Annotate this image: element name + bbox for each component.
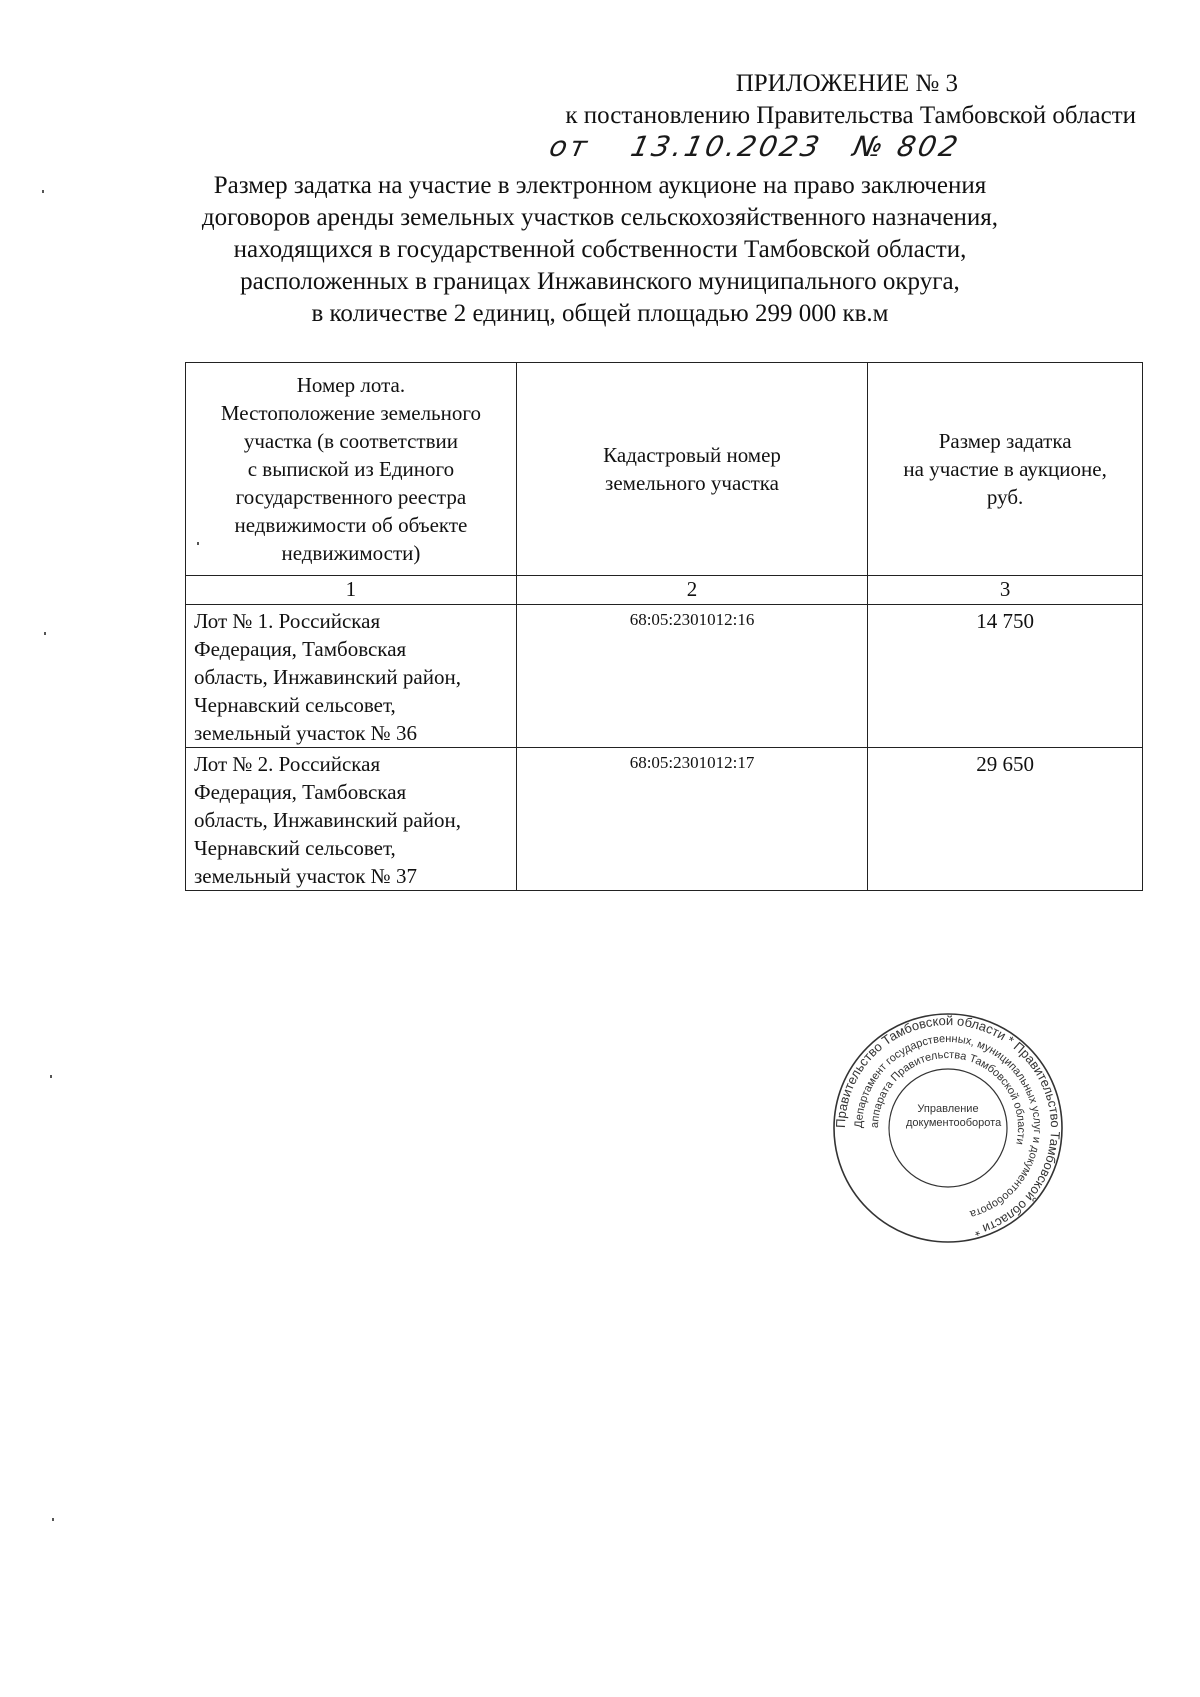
deposit-amount: 14 750 (868, 605, 1143, 748)
seal-middle-text: Департамент государственных, муниципальных услуг и документооборота (852, 1032, 1044, 1220)
lot-description (186, 605, 517, 748)
header-line: земельного участка (605, 471, 779, 495)
table-header-row (186, 363, 1143, 576)
scan-speck (44, 632, 46, 635)
header-line: Номер лота. (296, 373, 406, 397)
header-line: руб. (986, 485, 1024, 509)
header-line: недвижимости об объекте (234, 513, 468, 537)
header-deposit-amount (868, 363, 1143, 576)
handwritten-resolution (546, 130, 963, 163)
header-lot-location (186, 363, 517, 576)
title-line: Размер задатка на участие в электронном аукционе на право заключения (213, 172, 987, 199)
deposit-table (185, 362, 1143, 891)
description-line: Федерация, Тамбовская (194, 780, 407, 804)
title-line: в количестве 2 единиц, общей площадью 299 000 кв.м (311, 300, 889, 327)
description-line: Лот № 1. Российская (194, 609, 381, 633)
column-number: 2 (516, 576, 867, 605)
seal-center (906, 1102, 1002, 1130)
header-line: недвижимости) (281, 541, 421, 565)
description-line: земельный участок № 37 (194, 864, 417, 888)
scan-speck (197, 542, 199, 545)
description-line: область, Инжавинский район, (194, 808, 461, 832)
lot-description (186, 748, 517, 891)
seal-center-line: Управление (917, 1103, 979, 1115)
handwritten-number: 802 (894, 130, 964, 163)
handwritten-number-sign: № (850, 130, 890, 163)
header-line: Размер задатка (938, 429, 1072, 453)
header-line: государственного реестра (235, 485, 467, 509)
cadastral-number: 68:05:2301012:16 (516, 605, 867, 748)
table-row (186, 748, 1143, 891)
header-line: Местоположение земельного (220, 401, 481, 425)
seal-center-line: документооборота (906, 1117, 1002, 1129)
cadastral-number: 68:05:2301012:17 (516, 748, 867, 891)
title-line: договоров аренды земельных участков сельскохозяйственного назначения, (201, 204, 999, 231)
header-line: на участие в аукционе, (903, 457, 1107, 481)
header-line: участка (в соответствии (243, 429, 458, 453)
column-number: 3 (868, 576, 1143, 605)
description-line: Лот № 2. Российская (194, 752, 381, 776)
appendix-title: ПРИЛОЖЕНИЕ № 3 (735, 70, 958, 97)
handwritten-date: 13.10.2023 (627, 130, 826, 163)
description-line: Федерация, Тамбовская (194, 637, 407, 661)
official-seal (830, 1010, 1066, 1246)
appendix-subtitle: к постановлению Правительства Тамбовской области (565, 102, 1136, 129)
description-line: Чернавский сельсовет, (194, 693, 396, 717)
scan-speck (42, 190, 44, 193)
description-line: Чернавский сельсовет, (194, 836, 396, 860)
header-line: Кадастровый номер (603, 443, 781, 467)
header-cadastral-number (516, 363, 867, 576)
description-line: земельный участок № 36 (194, 721, 417, 745)
document-title (120, 170, 1080, 330)
seal-outer-text: Правительство Тамбовской области * Правительство Тамбовской области * (832, 1012, 1064, 1240)
column-number-row (186, 576, 1143, 605)
description-line: область, Инжавинский район, (194, 665, 461, 689)
title-line: расположенных в границах Инжавинского муниципального округа, (240, 268, 960, 295)
title-line: находящихся в государственной собственности Тамбовской области, (233, 236, 967, 263)
deposit-amount: 29 650 (868, 748, 1143, 891)
header-line: с выпиской из Единого (247, 457, 455, 481)
scan-speck (52, 1518, 54, 1521)
handwritten-prefix: от (546, 130, 593, 163)
scan-speck (50, 1075, 52, 1078)
table-row (186, 605, 1143, 748)
seal-inner-text: аппарата Правительства Тамбовской области (868, 1048, 1028, 1146)
appendix-header (436, 68, 1136, 132)
column-number: 1 (186, 576, 517, 605)
